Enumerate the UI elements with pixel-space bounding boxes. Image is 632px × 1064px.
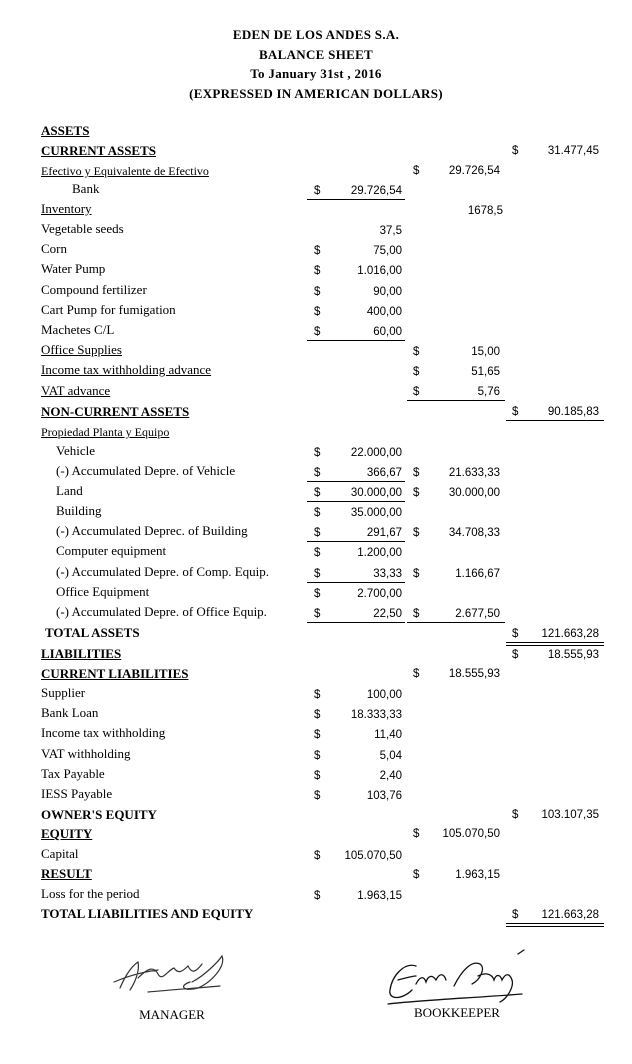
currency-symbol: $ — [314, 568, 321, 580]
currency-symbol: $ — [314, 608, 321, 620]
liability-item-value: 103,76 — [366, 790, 402, 802]
capital-value: 105.070,50 — [344, 850, 402, 862]
currency-symbol: $ — [314, 507, 321, 519]
bank-value: 29.726,54 — [350, 185, 402, 197]
report-date: To January 31st , 2016 — [250, 66, 382, 81]
liability-item-value: 18.333,33 — [350, 709, 402, 721]
currency-symbol: $ — [314, 447, 321, 459]
ppe-item-label: (-) Accumulated Depre. of Comp. Equip. — [56, 564, 269, 579]
office-supplies-value: 15,00 — [471, 346, 500, 358]
inventory-label: Inventory — [41, 201, 92, 216]
currency-symbol: $ — [413, 568, 420, 580]
inventory-item-label: Water Pump — [41, 261, 106, 276]
manager-label: MANAGER — [139, 1007, 205, 1022]
liability-item-label: Bank Loan — [41, 705, 99, 720]
ppe-item-net: 30.000,00 — [448, 487, 500, 499]
currency-symbol: $ — [314, 770, 321, 782]
inventory-item-label: Cart Pump for fumigation — [41, 302, 176, 317]
currency-symbol: $ — [413, 608, 420, 620]
current-liabilities-total: 18.555,93 — [448, 668, 500, 680]
currency-symbol: $ — [413, 366, 420, 378]
currency-note: (EXPRESSED IN AMERICAN DOLLARS) — [189, 86, 443, 101]
currency-symbol: $ — [512, 649, 519, 661]
ppe-item-value: 366,67 — [366, 467, 402, 479]
ppe-item-label: (-) Accumulated Depre. of Vehicle — [56, 463, 236, 478]
underline — [407, 400, 505, 401]
liability-item-value: 11,40 — [374, 729, 402, 741]
office-supplies-label: Office Supplies — [41, 342, 122, 357]
liabilities-heading: LIABILITIES — [41, 646, 122, 661]
ppe-item-value: 22.000,00 — [350, 447, 402, 459]
inventory-item-value: 1.016,00 — [357, 265, 402, 277]
ppe-item-value: 2.700,00 — [357, 588, 402, 600]
inventory-item-value: 400,00 — [366, 306, 402, 318]
current-assets-total: 31.477,45 — [547, 145, 599, 157]
liability-item-label: Tax Payable — [41, 766, 105, 781]
liability-item-value: 100,00 — [366, 689, 402, 701]
ppe-item-value: 35.000,00 — [350, 507, 402, 519]
ppe-item-net: 1.166,67 — [455, 568, 500, 580]
underline — [307, 481, 405, 482]
currency-symbol: $ — [512, 406, 519, 418]
currency-symbol: $ — [512, 145, 519, 157]
assets-heading: ASSETS — [41, 123, 90, 138]
vat-advance-value: 5,76 — [477, 386, 500, 398]
inventory-total: 1678,5 — [467, 205, 503, 217]
ppe-item-label: Vehicle — [56, 443, 95, 458]
currency-symbol: $ — [314, 527, 321, 539]
currency-symbol: $ — [314, 890, 321, 902]
total-assets-value: 121.663,28 — [541, 628, 599, 640]
company-name: EDEN DE LOS ANDES S.A. — [232, 27, 400, 42]
vat-advance-label: VAT advance — [41, 383, 111, 398]
underline — [506, 420, 604, 421]
currency-symbol: $ — [314, 750, 321, 762]
bookkeeper-label: BOOKKEEPER — [414, 1005, 500, 1020]
currency-symbol: $ — [413, 668, 420, 680]
inventory-item-label: Corn — [41, 241, 67, 256]
underline — [307, 622, 405, 623]
liability-item-label: Income tax withholding — [41, 725, 166, 740]
grand-total-value: 121.663,28 — [541, 909, 599, 921]
currency-symbol: $ — [413, 828, 420, 840]
ppe-item-label: (-) Accumulated Deprec. of Building — [56, 523, 248, 538]
underline — [307, 582, 405, 583]
ppe-item-value: 22,50 — [373, 608, 402, 620]
underline — [307, 199, 405, 200]
currency-symbol: $ — [314, 709, 321, 721]
equity-total: 105.070,50 — [442, 828, 500, 840]
ppe-item-value: 30.000,00 — [350, 487, 402, 499]
currency-symbol: $ — [314, 467, 321, 479]
result-label: RESULT — [41, 866, 92, 881]
cash-total: 29.726,54 — [448, 165, 500, 177]
underline — [307, 541, 405, 542]
report-title: BALANCE SHEET — [258, 47, 374, 62]
income-tax-advance-label: Income tax withholding advance — [41, 362, 212, 377]
inventory-item-label: Compound fertilizer — [41, 282, 147, 297]
non-current-assets-total: 90.185,83 — [547, 406, 599, 418]
currency-symbol: $ — [314, 286, 321, 298]
capital-label: Capital — [41, 846, 79, 861]
currency-symbol: $ — [314, 588, 321, 600]
currency-symbol: $ — [413, 386, 420, 398]
total-assets-label: TOTAL ASSETS — [45, 625, 140, 640]
liabilities-total: 18.555,93 — [547, 649, 599, 661]
ppe-item-net: 34.708,33 — [448, 527, 500, 539]
currency-symbol: $ — [314, 265, 321, 277]
result-total: 1.963,15 — [455, 869, 500, 881]
loss-value: 1.963,15 — [357, 890, 402, 902]
currency-symbol: $ — [413, 487, 420, 499]
inventory-item-value: 37,5 — [379, 225, 402, 237]
double-underline — [506, 923, 604, 927]
currency-symbol: $ — [314, 487, 321, 499]
currency-symbol: $ — [512, 628, 519, 640]
ppe-item-label: Building — [56, 503, 102, 518]
currency-symbol: $ — [314, 790, 321, 802]
cash-label: Efectivo y Equivalente de Efectivo — [41, 164, 209, 178]
currency-symbol: $ — [314, 245, 321, 257]
inventory-item-value: 75,00 — [373, 245, 402, 257]
liability-item-label: VAT withholding — [41, 746, 131, 761]
current-liabilities-label: CURRENT LIABILITIES — [41, 666, 189, 681]
grand-total-label: TOTAL LIABILITIES AND EQUITY — [41, 906, 254, 921]
currency-symbol: $ — [512, 909, 519, 921]
owners-equity-total: 103.107,35 — [541, 809, 599, 821]
ppe-item-label: Land — [56, 483, 83, 498]
ppe-item-value: 33,33 — [373, 568, 402, 580]
ppe-item-label: Office Equipment — [56, 584, 150, 599]
loss-label: Loss for the period — [41, 886, 140, 901]
currency-symbol: $ — [314, 326, 321, 338]
current-assets-label: CURRENT ASSETS — [41, 143, 157, 158]
equity-label: EQUITY — [41, 826, 93, 841]
owners-equity-label: OWNER'S EQUITY — [41, 807, 157, 822]
liability-item-value: 5,04 — [379, 750, 402, 762]
currency-symbol: $ — [413, 165, 420, 177]
currency-symbol: $ — [314, 306, 321, 318]
currency-symbol: $ — [413, 527, 420, 539]
ppe-label: Propiedad Planta y Equipo — [41, 425, 170, 439]
ppe-item-value: 1.200,00 — [357, 547, 402, 559]
currency-symbol: $ — [314, 689, 321, 701]
bank-label: Bank — [72, 181, 100, 196]
currency-symbol: $ — [314, 729, 321, 741]
currency-symbol: $ — [413, 346, 420, 358]
currency-symbol: $ — [314, 547, 321, 559]
liability-item-label: IESS Payable — [41, 786, 113, 801]
inventory-item-label: Machetes C/L — [41, 322, 115, 337]
ppe-item-label: Computer equipment — [56, 543, 167, 558]
ppe-item-value: 291,67 — [366, 527, 402, 539]
underline — [307, 501, 405, 502]
inventory-item-value: 90,00 — [373, 286, 402, 298]
liability-item-value: 2,40 — [379, 770, 402, 782]
manager-signature — [108, 952, 228, 1004]
ppe-item-label: (-) Accumulated Depre. of Office Equip. — [56, 604, 267, 619]
double-underline — [506, 642, 604, 646]
bookkeeper-signature — [382, 946, 532, 1008]
currency-symbol: $ — [413, 467, 420, 479]
non-current-assets-label: NON-CURRENT ASSETS — [41, 404, 190, 419]
inventory-item-label: Vegetable seeds — [41, 221, 124, 236]
currency-symbol: $ — [314, 185, 321, 197]
ppe-item-net: 21.633,33 — [448, 467, 500, 479]
currency-symbol: $ — [512, 809, 519, 821]
ppe-item-net: 2.677,50 — [455, 608, 500, 620]
liability-item-label: Supplier — [41, 685, 86, 700]
currency-symbol: $ — [413, 869, 420, 881]
inventory-item-value: 60,00 — [373, 326, 402, 338]
underline — [407, 622, 505, 623]
income-tax-advance-value: 51,65 — [471, 366, 500, 378]
currency-symbol: $ — [314, 850, 321, 862]
underline — [307, 340, 405, 341]
